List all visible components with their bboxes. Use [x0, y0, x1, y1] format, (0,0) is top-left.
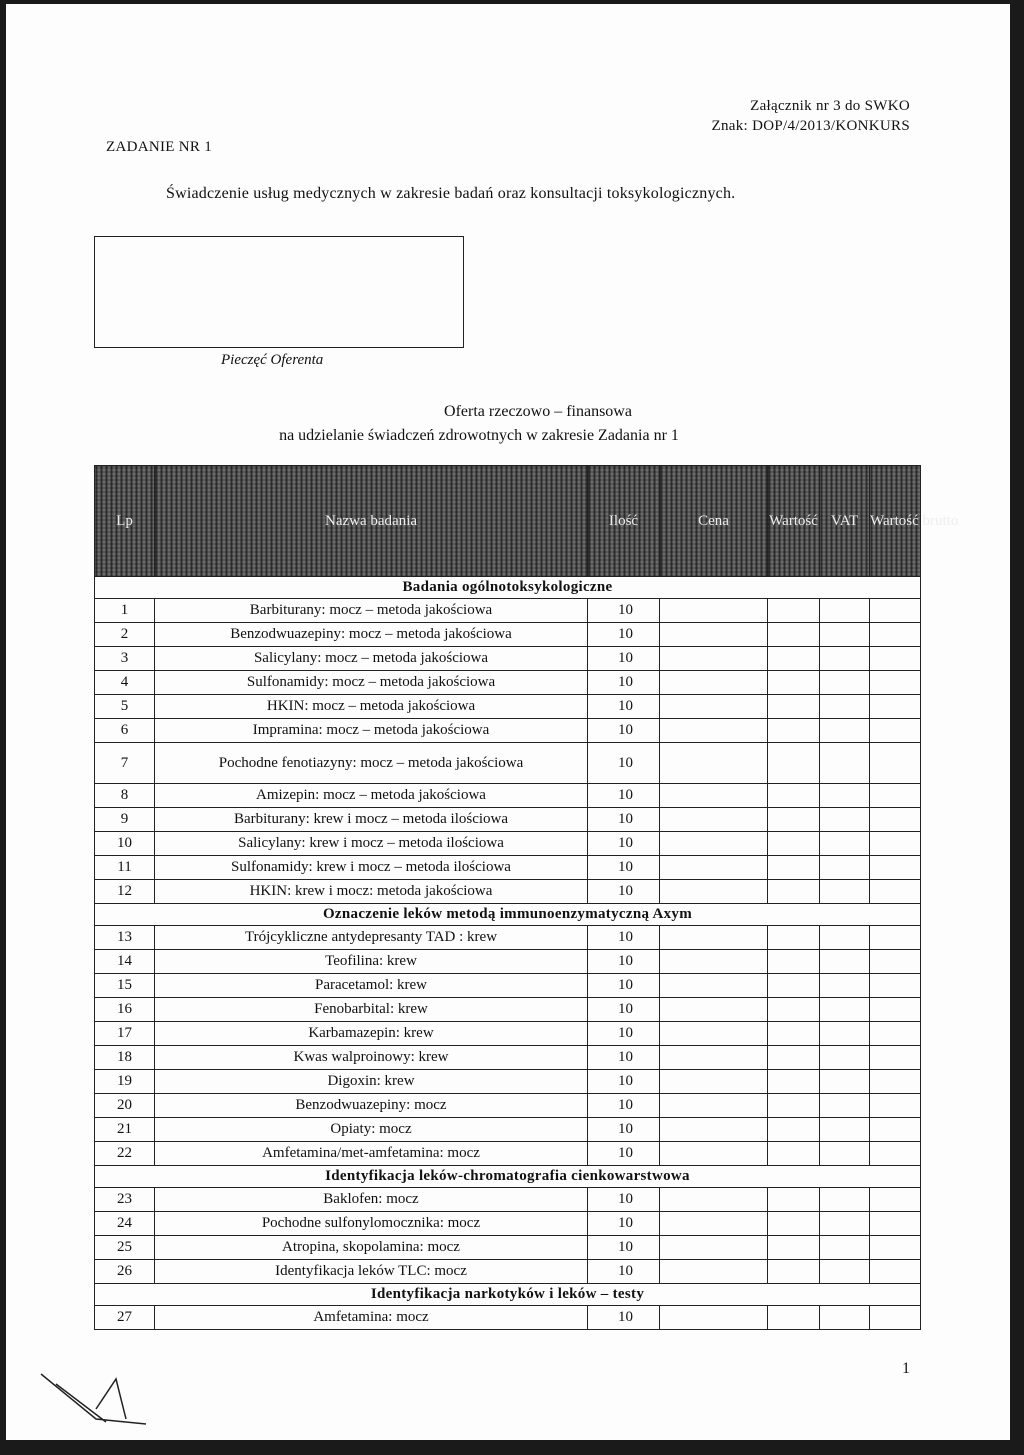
row-value-cell — [768, 1070, 820, 1094]
row-vat-cell — [820, 1094, 870, 1118]
row-vat-cell — [820, 647, 870, 671]
table-row — [95, 1142, 921, 1166]
table-row — [95, 1260, 921, 1284]
row-name: Trójcykliczne antydepresanty TAD : krew — [155, 926, 588, 950]
table-row — [95, 832, 921, 856]
row-lp: 14 — [95, 950, 155, 974]
row-vat-cell — [820, 1022, 870, 1046]
row-vat-cell — [820, 998, 870, 1022]
row-lp: 11 — [95, 856, 155, 880]
table-row — [95, 671, 921, 695]
table-row — [95, 1212, 921, 1236]
table-row — [95, 743, 921, 784]
row-value-cell — [768, 950, 820, 974]
row-price-cell — [660, 647, 768, 671]
row-qty: 10 — [588, 1022, 660, 1046]
table-row — [95, 926, 921, 950]
section-title: Identyfikacja leków-chromatografia cienkowarstwowa — [95, 1166, 921, 1188]
row-qty: 10 — [588, 695, 660, 719]
row-lp: 17 — [95, 1022, 155, 1046]
row-price-cell — [660, 974, 768, 998]
row-lp: 3 — [95, 647, 155, 671]
row-gross-cell — [870, 719, 921, 743]
col-price: Cena — [660, 466, 768, 577]
task-label: ZADANIE NR 1 — [106, 139, 213, 155]
attachment-label: Załącznik nr 3 do SWKO — [750, 98, 910, 114]
row-qty: 10 — [588, 623, 660, 647]
row-vat-cell — [820, 623, 870, 647]
table-row — [95, 719, 921, 743]
subject-line: Świadczenie usług medycznych w zakresie badań oraz konsultacji toksykologicznych. — [166, 185, 736, 202]
table-row — [95, 784, 921, 808]
row-name: Sulfonamidy: krew i mocz – metoda ilościowa — [155, 856, 588, 880]
table-row — [95, 1094, 921, 1118]
row-vat-cell — [820, 1188, 870, 1212]
row-gross-cell — [870, 695, 921, 719]
row-price-cell — [660, 743, 768, 784]
table-row — [95, 856, 921, 880]
row-qty: 10 — [588, 1046, 660, 1070]
row-name: Salicylany: mocz – metoda jakościowa — [155, 647, 588, 671]
row-vat-cell — [820, 832, 870, 856]
row-qty: 10 — [588, 856, 660, 880]
table-row — [95, 647, 921, 671]
row-value-cell — [768, 808, 820, 832]
row-name: Amfetamina: mocz — [155, 1306, 588, 1330]
row-gross-cell — [870, 880, 921, 904]
row-value-cell — [768, 1094, 820, 1118]
row-vat-cell — [820, 974, 870, 998]
row-price-cell — [660, 856, 768, 880]
row-gross-cell — [870, 623, 921, 647]
row-qty: 10 — [588, 1094, 660, 1118]
row-gross-cell — [870, 808, 921, 832]
row-lp: 9 — [95, 808, 155, 832]
table-row — [95, 1188, 921, 1212]
row-name: Atropina, skopolamina: mocz — [155, 1236, 588, 1260]
row-price-cell — [660, 950, 768, 974]
row-value-cell — [768, 695, 820, 719]
row-qty: 10 — [588, 926, 660, 950]
row-price-cell — [660, 1236, 768, 1260]
row-value-cell — [768, 1022, 820, 1046]
col-vat: VAT — [820, 466, 870, 577]
row-vat-cell — [820, 1306, 870, 1330]
row-lp: 5 — [95, 695, 155, 719]
row-vat-cell — [820, 599, 870, 623]
row-lp: 12 — [95, 880, 155, 904]
row-price-cell — [660, 784, 768, 808]
row-lp: 26 — [95, 1260, 155, 1284]
row-gross-cell — [870, 856, 921, 880]
row-price-cell — [660, 671, 768, 695]
row-value-cell — [768, 1212, 820, 1236]
row-lp: 7 — [95, 743, 155, 784]
row-qty: 10 — [588, 1306, 660, 1330]
row-qty: 10 — [588, 1070, 660, 1094]
table-row — [95, 1118, 921, 1142]
row-vat-cell — [820, 1142, 870, 1166]
table-header — [95, 466, 959, 577]
col-name: Nazwa badania — [155, 466, 588, 577]
row-gross-cell — [870, 926, 921, 950]
table-row — [95, 1070, 921, 1094]
row-value-cell — [768, 998, 820, 1022]
row-vat-cell — [820, 695, 870, 719]
row-price-cell — [660, 1142, 768, 1166]
row-value-cell — [768, 1260, 820, 1284]
row-qty: 10 — [588, 974, 660, 998]
row-name: Fenobarbital: krew — [155, 998, 588, 1022]
table-row — [95, 974, 921, 998]
row-name: Paracetamol: krew — [155, 974, 588, 998]
row-value-cell — [768, 743, 820, 784]
row-value-cell — [768, 1306, 820, 1330]
row-lp: 4 — [95, 671, 155, 695]
row-gross-cell — [870, 671, 921, 695]
row-name: Amfetamina/met-amfetamina: mocz — [155, 1142, 588, 1166]
row-price-cell — [660, 808, 768, 832]
row-price-cell — [660, 623, 768, 647]
row-name: Identyfikacja leków TLC: mocz — [155, 1260, 588, 1284]
row-price-cell — [660, 880, 768, 904]
row-gross-cell — [870, 1022, 921, 1046]
row-gross-cell — [870, 743, 921, 784]
row-qty: 10 — [588, 599, 660, 623]
table-row — [95, 808, 921, 832]
row-price-cell — [660, 1188, 768, 1212]
row-name: Impramina: mocz – metoda jakościowa — [155, 719, 588, 743]
header-row — [95, 466, 921, 577]
col-lp: Lp — [95, 466, 155, 577]
row-name: Kwas walproinowy: krew — [155, 1046, 588, 1070]
row-name: Karbamazepin: krew — [155, 1022, 588, 1046]
row-price-cell — [660, 1070, 768, 1094]
row-price-cell — [660, 832, 768, 856]
row-lp: 22 — [95, 1142, 155, 1166]
row-lp: 24 — [95, 1212, 155, 1236]
table-row — [95, 998, 921, 1022]
row-name: Opiaty: mocz — [155, 1118, 588, 1142]
section-title: Identyfikacja narkotyków i leków – testy — [95, 1284, 921, 1306]
offer-table — [94, 465, 959, 1330]
row-vat-cell — [820, 880, 870, 904]
row-vat-cell — [820, 1260, 870, 1284]
row-vat-cell — [820, 950, 870, 974]
row-price-cell — [660, 1260, 768, 1284]
row-name: Pochodne fenotiazyny: mocz – metoda jakościowa — [155, 743, 588, 784]
row-qty: 10 — [588, 950, 660, 974]
row-gross-cell — [870, 1212, 921, 1236]
row-value-cell — [768, 784, 820, 808]
col-gross: Wartość brutto — [870, 466, 921, 577]
stamp-box — [94, 236, 464, 348]
row-name: Pochodne sulfonylomocznika: mocz — [155, 1212, 588, 1236]
section-row — [95, 904, 921, 926]
table-row — [95, 880, 921, 904]
row-lp: 18 — [95, 1046, 155, 1070]
row-qty: 10 — [588, 880, 660, 904]
row-gross-cell — [870, 832, 921, 856]
row-name: Teofilina: krew — [155, 950, 588, 974]
row-gross-cell — [870, 1070, 921, 1094]
row-value-cell — [768, 1188, 820, 1212]
row-price-cell — [660, 1022, 768, 1046]
row-value-cell — [768, 880, 820, 904]
row-name: Barbiturany: krew i mocz – metoda ilościowa — [155, 808, 588, 832]
section-row — [95, 1166, 921, 1188]
row-vat-cell — [820, 743, 870, 784]
row-gross-cell — [870, 1118, 921, 1142]
row-lp: 1 — [95, 599, 155, 623]
row-qty: 10 — [588, 1142, 660, 1166]
section-row — [95, 577, 921, 599]
row-lp: 10 — [95, 832, 155, 856]
offer-title-line2: na udzielanie świadczeń zdrowotnych w zakresie Zadania nr 1 — [279, 427, 679, 444]
row-price-cell — [660, 695, 768, 719]
section-title: Oznaczenie leków metodą immunoenzymatyczną Axym — [95, 904, 921, 926]
row-value-cell — [768, 623, 820, 647]
row-vat-cell — [820, 926, 870, 950]
row-gross-cell — [870, 647, 921, 671]
row-gross-cell — [870, 599, 921, 623]
row-name: Baklofen: mocz — [155, 1188, 588, 1212]
row-gross-cell — [870, 1236, 921, 1260]
signature-scribble — [36, 1364, 156, 1434]
row-value-cell — [768, 832, 820, 856]
row-lp: 23 — [95, 1188, 155, 1212]
col-qty: Ilość — [588, 466, 660, 577]
row-value-cell — [768, 599, 820, 623]
row-name: HKIN: mocz – metoda jakościowa — [155, 695, 588, 719]
stamp-label: Pieczęć Oferenta — [221, 352, 324, 368]
offer-title-line1: Oferta rzeczowo – finansowa — [444, 403, 632, 420]
section-title: Badania ogólnotoksykologiczne — [95, 577, 921, 599]
row-price-cell — [660, 1118, 768, 1142]
row-lp: 13 — [95, 926, 155, 950]
table-row — [95, 1306, 921, 1330]
row-lp: 20 — [95, 1094, 155, 1118]
row-lp: 19 — [95, 1070, 155, 1094]
row-name: Amizepin: mocz – metoda jakościowa — [155, 784, 588, 808]
row-price-cell — [660, 1046, 768, 1070]
row-qty: 10 — [588, 998, 660, 1022]
table-row — [95, 599, 921, 623]
header-right — [712, 96, 910, 136]
row-qty: 10 — [588, 1188, 660, 1212]
row-lp: 6 — [95, 719, 155, 743]
row-vat-cell — [820, 1212, 870, 1236]
row-value-cell — [768, 1118, 820, 1142]
row-vat-cell — [820, 1070, 870, 1094]
row-lp: 16 — [95, 998, 155, 1022]
row-value-cell — [768, 926, 820, 950]
row-qty: 10 — [588, 647, 660, 671]
table-row — [95, 1022, 921, 1046]
row-vat-cell — [820, 671, 870, 695]
row-price-cell — [660, 926, 768, 950]
table-row — [95, 623, 921, 647]
row-lp: 15 — [95, 974, 155, 998]
row-qty: 10 — [588, 808, 660, 832]
table-row — [95, 695, 921, 719]
row-lp: 27 — [95, 1306, 155, 1330]
section-row — [95, 1284, 921, 1306]
row-qty: 10 — [588, 719, 660, 743]
document-page — [6, 4, 1010, 1440]
row-price-cell — [660, 599, 768, 623]
row-price-cell — [660, 998, 768, 1022]
row-gross-cell — [870, 950, 921, 974]
row-value-cell — [768, 1046, 820, 1070]
row-qty: 10 — [588, 784, 660, 808]
row-name: Sulfonamidy: mocz – metoda jakościowa — [155, 671, 588, 695]
row-value-cell — [768, 974, 820, 998]
row-qty: 10 — [588, 1118, 660, 1142]
row-gross-cell — [870, 1188, 921, 1212]
offer-title — [6, 400, 1010, 448]
row-vat-cell — [820, 784, 870, 808]
row-lp: 25 — [95, 1236, 155, 1260]
row-value-cell — [768, 719, 820, 743]
reference-number: Znak: DOP/4/2013/KONKURS — [711, 118, 910, 134]
table-body — [95, 577, 921, 1330]
row-qty: 10 — [588, 743, 660, 784]
row-name: Barbiturany: mocz – metoda jakościowa — [155, 599, 588, 623]
row-vat-cell — [820, 808, 870, 832]
table-row — [95, 1236, 921, 1260]
row-qty: 10 — [588, 1236, 660, 1260]
row-gross-cell — [870, 1046, 921, 1070]
col-value: Wartość — [768, 466, 820, 577]
row-gross-cell — [870, 1260, 921, 1284]
row-value-cell — [768, 1142, 820, 1166]
row-lp: 8 — [95, 784, 155, 808]
row-vat-cell — [820, 1236, 870, 1260]
table-row — [95, 950, 921, 974]
row-lp: 2 — [95, 623, 155, 647]
row-vat-cell — [820, 856, 870, 880]
row-value-cell — [768, 671, 820, 695]
row-name: Salicylany: krew i mocz – metoda ilościowa — [155, 832, 588, 856]
row-value-cell — [768, 1236, 820, 1260]
row-value-cell — [768, 647, 820, 671]
table-row — [95, 1046, 921, 1070]
row-gross-cell — [870, 1306, 921, 1330]
row-name: HKIN: krew i mocz: metoda jakościowa — [155, 880, 588, 904]
row-name: Digoxin: krew — [155, 1070, 588, 1094]
row-qty: 10 — [588, 671, 660, 695]
row-price-cell — [660, 1212, 768, 1236]
row-vat-cell — [820, 719, 870, 743]
row-gross-cell — [870, 998, 921, 1022]
row-qty: 10 — [588, 1260, 660, 1284]
row-name: Benzodwuazepiny: mocz – metoda jakościowa — [155, 623, 588, 647]
row-qty: 10 — [588, 1212, 660, 1236]
row-name: Benzodwuazepiny: mocz — [155, 1094, 588, 1118]
row-gross-cell — [870, 974, 921, 998]
row-gross-cell — [870, 1094, 921, 1118]
row-vat-cell — [820, 1046, 870, 1070]
row-value-cell — [768, 856, 820, 880]
row-price-cell — [660, 1094, 768, 1118]
row-price-cell — [660, 719, 768, 743]
row-gross-cell — [870, 1142, 921, 1166]
row-qty: 10 — [588, 832, 660, 856]
row-price-cell — [660, 1306, 768, 1330]
row-lp: 21 — [95, 1118, 155, 1142]
row-gross-cell — [870, 784, 921, 808]
row-vat-cell — [820, 1118, 870, 1142]
page-number: 1 — [902, 1360, 910, 1377]
